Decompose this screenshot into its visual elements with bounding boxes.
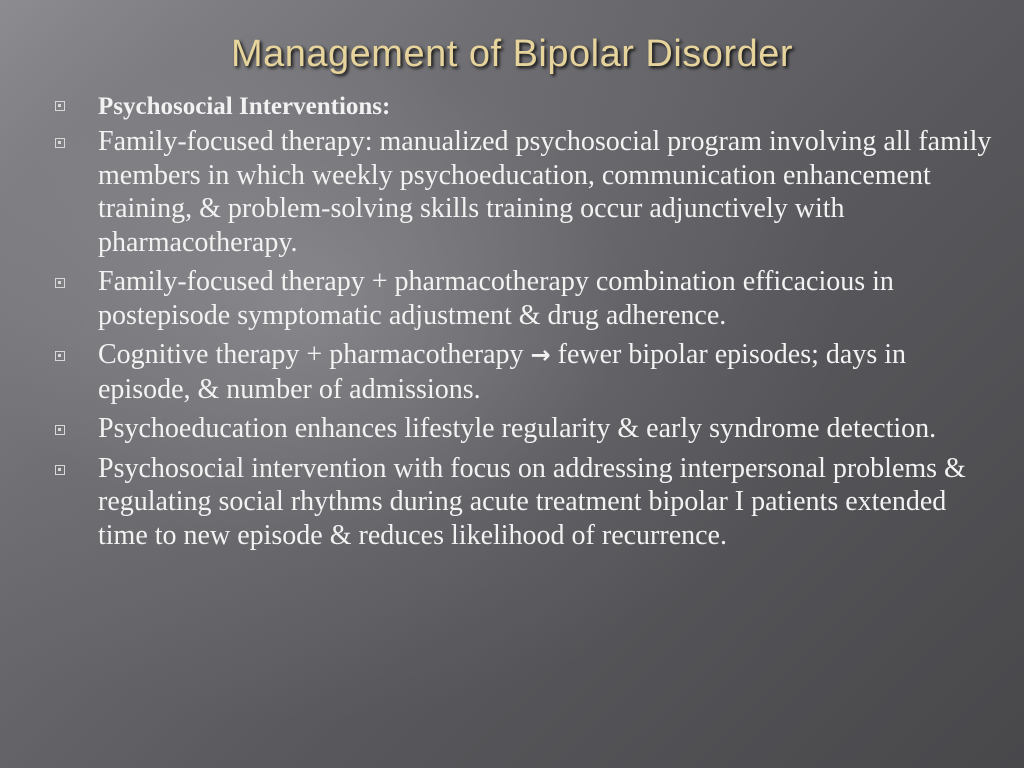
right-arrow-icon: → bbox=[530, 341, 551, 369]
bullet-text: Family-focused therapy + pharmacotherapy combination efficacious in postepisode symptomatic adjustment & drug adherence. bbox=[98, 266, 894, 331]
bullet-item bbox=[52, 125, 1002, 259]
bullet-item bbox=[52, 412, 1002, 446]
bullet-text: Family-focused therapy: manualized psychosocial program involving all family members in which weekly psychoeducation, communication enhancement training, & problem-solving skills training occur adjunctively with pharmacotherapy. bbox=[98, 126, 992, 258]
bullet-item bbox=[52, 265, 1002, 332]
square-bullet-icon bbox=[55, 101, 65, 111]
slide-title: Management of Bipolar Disorder bbox=[230, 33, 794, 75]
bullet-list bbox=[52, 90, 1002, 558]
bullet-text-before: Cognitive therapy + pharmacotherapy bbox=[98, 339, 531, 370]
square-bullet-icon bbox=[55, 465, 65, 475]
bullet-text-after: fewer bipolar episodes; days in episode, & number of admissions. bbox=[98, 339, 907, 405]
square-bullet-icon bbox=[55, 278, 65, 288]
bullet-text: Psychoeducation enhances lifestyle regularity & early syndrome detection. bbox=[98, 413, 937, 444]
square-bullet-icon bbox=[55, 425, 65, 435]
bullet-item bbox=[52, 338, 1002, 406]
bullet-item bbox=[52, 90, 1002, 123]
square-bullet-icon bbox=[55, 138, 65, 148]
square-bullet-icon bbox=[55, 351, 65, 361]
bullet-item bbox=[52, 452, 1002, 553]
bullet-text: Psychosocial Interventions: bbox=[98, 93, 391, 120]
bullet-text: Psychosocial intervention with focus on addressing interpersonal problems & regulating social rhythms during acute treatment bipolar I patients extended time to new episode & reduces likelihood of recurrence. bbox=[98, 452, 966, 551]
